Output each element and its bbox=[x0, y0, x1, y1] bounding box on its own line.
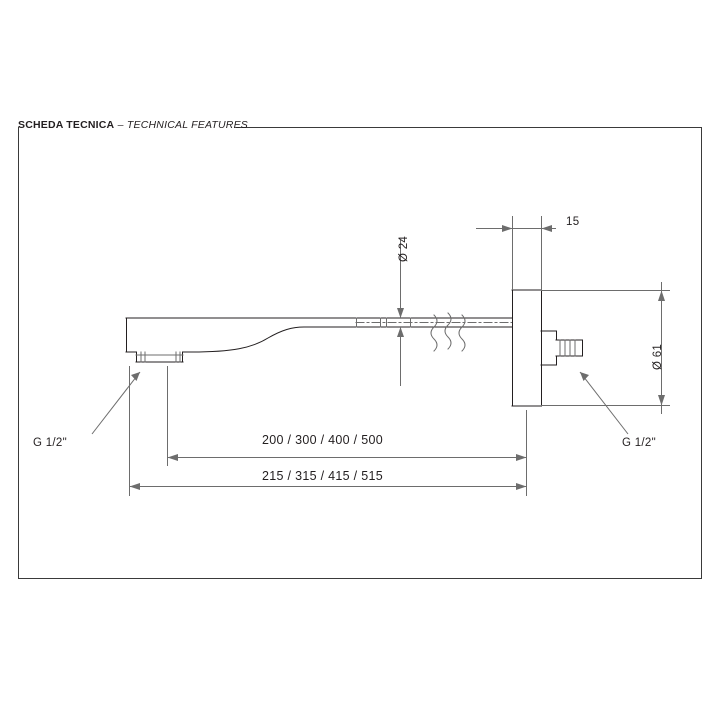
dim61-arrow-bottom bbox=[658, 395, 665, 406]
break-symbol-mid bbox=[445, 313, 451, 349]
leader-left-thread bbox=[92, 372, 140, 434]
dim24-arrow-top bbox=[397, 308, 404, 318]
label-diameter-24: Ø 24 bbox=[398, 235, 410, 262]
dimB-arrow-left bbox=[130, 483, 141, 490]
label-thread-left: G 1/2" bbox=[33, 437, 68, 449]
sheet-title bbox=[18, 118, 248, 132]
title-primary: SCHEDA TECNICA bbox=[18, 119, 115, 131]
dimA-arrow-left bbox=[168, 454, 179, 461]
label-diameter-61: Ø 61 bbox=[652, 343, 664, 370]
leader-right-thread bbox=[580, 372, 628, 434]
title-separator: – bbox=[117, 119, 124, 131]
leader-left-arrow bbox=[131, 372, 140, 381]
dim15-arrow-left bbox=[502, 225, 513, 232]
dim15-arrow-right bbox=[542, 225, 553, 232]
frame-bottom-border bbox=[18, 578, 702, 579]
leader-right-arrow bbox=[580, 372, 589, 381]
label-overall-options: 215 / 315 / 415 / 515 bbox=[262, 469, 383, 483]
label-flange-depth-15: 15 bbox=[566, 216, 580, 228]
frame-right-border bbox=[701, 127, 702, 579]
dim24-arrow-bottom bbox=[397, 327, 404, 337]
label-length-options: 200 / 300 / 400 / 500 bbox=[262, 433, 383, 447]
dim61-arrow-top bbox=[658, 291, 665, 302]
dimB-arrow-right bbox=[516, 483, 527, 490]
label-thread-right: G 1/2" bbox=[622, 437, 657, 449]
frame-top-border bbox=[236, 127, 702, 128]
frame-left-border bbox=[18, 127, 19, 579]
spout-underside-curve bbox=[192, 327, 356, 352]
break-symbol-right bbox=[459, 315, 465, 351]
dimA-arrow-right bbox=[516, 454, 527, 461]
break-symbol-left bbox=[431, 315, 437, 351]
title-secondary: TECHNICAL FEATURES bbox=[126, 119, 248, 131]
